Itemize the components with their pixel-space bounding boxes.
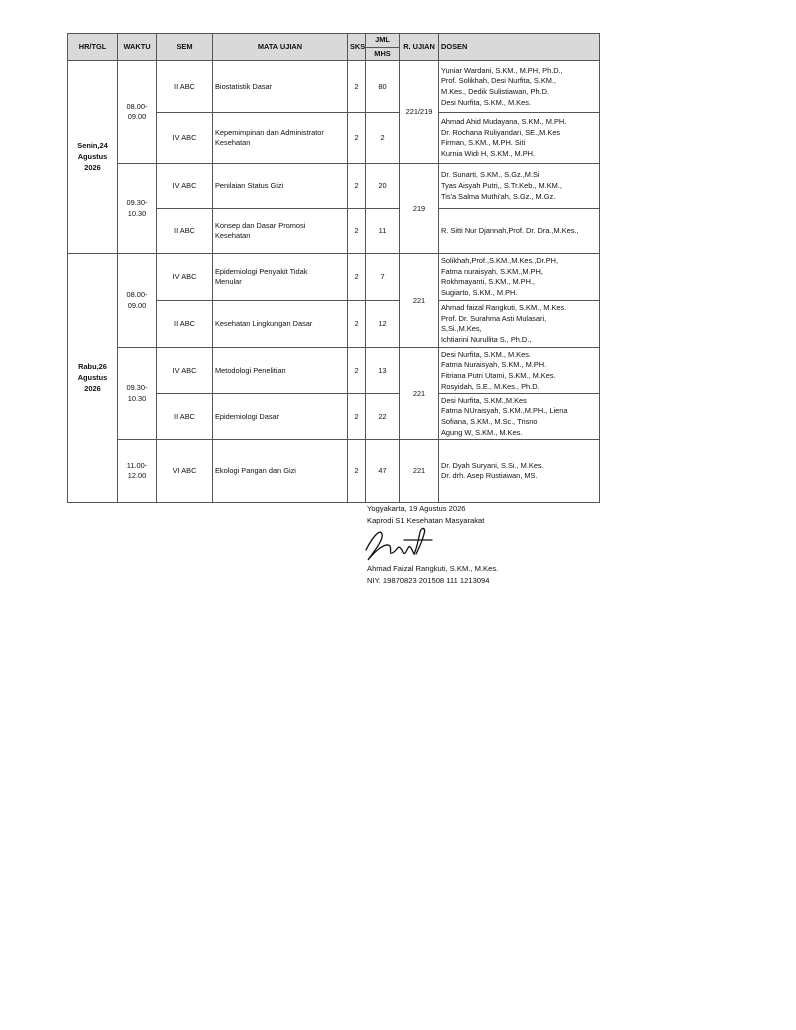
room-cell: 221/219 (400, 61, 439, 164)
sks-cell: 2 (348, 164, 366, 209)
subject-cell: Biostatistik Dasar (213, 61, 348, 113)
header-dosen: DOSEN (439, 34, 600, 61)
sks-cell: 2 (348, 61, 366, 113)
room-cell: 219 (400, 164, 439, 254)
sem-cell: II ABC (157, 394, 213, 440)
time-cell: 08.00- 09.00 (118, 61, 157, 164)
sem-cell: II ABC (157, 301, 213, 348)
time-cell: 08.00- 09.00 (118, 254, 157, 348)
time-cell: 11.00- 12.00 (118, 440, 157, 503)
lecturer-cell: Solikhah,Prof.,S.KM.,M.Kes.,Dr.PH, Fatma nuraisyah, S.KM.,M.PH, Rokhmayanti, S.KM., M.PH., Sugiarto, S.KM., M.PH. (439, 254, 600, 301)
sem-cell: IV ABC (157, 254, 213, 301)
mhs-cell: 11 (366, 209, 400, 254)
signatory-role: Kaprodi S1 Kesehatan Masyarakat (367, 516, 485, 525)
header-waktu: WAKTU (118, 34, 157, 61)
sks-cell: 2 (348, 394, 366, 440)
sem-cell: IV ABC (157, 164, 213, 209)
subject-cell: Epidemiologi Penyakit Tidak Menular (213, 254, 348, 301)
table-row (68, 440, 600, 503)
lecturer-cell: Ahmad faizal Rangkuti, S.KM., M.Kes. Prof. Dr. Surahma Asti Mulasari, S,Si.,M.Kes, Ichtiarini Nurullita S., Ph.D., (439, 301, 600, 348)
table-row (68, 348, 600, 394)
subject-cell: Konsep dan Dasar Promosi Kesehatan (213, 209, 348, 254)
mhs-cell: 80 (366, 61, 400, 113)
header-sem: SEM (157, 34, 213, 61)
room-cell: 221 (400, 440, 439, 503)
time-cell: 09.30- 10.30 (118, 164, 157, 254)
sks-cell: 2 (348, 254, 366, 301)
header-sks: SKS (348, 34, 366, 61)
header-hr-tgl: HR/TGL (68, 34, 118, 61)
header-mhs: MHS (366, 47, 400, 61)
table-row (68, 164, 600, 209)
sks-cell: 2 (348, 348, 366, 394)
mhs-cell: 12 (366, 301, 400, 348)
sks-cell: 2 (348, 209, 366, 254)
day-cell: Rabu,26 Agustus 2026 (68, 254, 118, 503)
sem-cell: II ABC (157, 61, 213, 113)
mhs-cell: 2 (366, 113, 400, 164)
sem-cell: II ABC (157, 209, 213, 254)
signatory-niy: NIY. 19870823 201508 111 1213094 (367, 576, 490, 585)
subject-cell: Ekologi Pangan dan Gizi (213, 440, 348, 503)
signature-block (367, 503, 498, 587)
mhs-cell: 7 (366, 254, 400, 301)
day-cell: Senin,24 Agustus 2026 (68, 61, 118, 254)
subject-cell: Kepemimpinan dan Administrator Kesehatan (213, 113, 348, 164)
table-row (68, 61, 600, 113)
mhs-cell: 22 (366, 394, 400, 440)
table-row (68, 254, 600, 301)
place-date: Yogyakarta, 19 Agustus 2026 (367, 504, 466, 513)
sem-cell: IV ABC (157, 113, 213, 164)
lecturer-cell: Desi Nurfita, S.KM.,M.Kes Fatma NUraisyah, S.KM.,M.PH., Liena Sofiana, S.KM., M.Sc., Trisno Agung W, S.KM., M.Kes. (439, 394, 600, 440)
lecturer-cell: Ahmad Ahid Mudayana, S.KM., M.PH. Dr. Rochana Ruliyandari, SE.,M.Kes Firman, S.KM., M.PH. Siti Kurnia Widi H, S.KM., M.PH. (439, 113, 600, 164)
lecturer-cell: Dr. Dyah Suryani, S.Si., M.Kes. Dr. drh. Asep Rustiawan, MS. (439, 440, 600, 503)
header-r-ujian: R. UJIAN (400, 34, 439, 61)
mhs-cell: 20 (366, 164, 400, 209)
sem-cell: IV ABC (157, 348, 213, 394)
mhs-cell: 13 (366, 348, 400, 394)
subject-cell: Metodologi Penelitian (213, 348, 348, 394)
signatory-name: Ahmad Faizal Rangkuti, S.KM., M.Kes. (367, 564, 499, 573)
exam-schedule-table (67, 33, 600, 503)
lecturer-cell: Desi Nurfita, S.KM., M.Kes. Fatma Nuraisyah, S.KM., M.PH. Fitriana Putri Utami, S.KM., M.Kes. Rosyidah, S.E., M.Kes., Ph.D. (439, 348, 600, 394)
lecturer-cell: R. Sitti Nur Djannah,Prof. Dr. Dra.,M.Kes., (439, 209, 600, 254)
header-jml: JML (366, 34, 400, 48)
sks-cell: 2 (348, 440, 366, 503)
lecturer-cell: Dr. Sunarti, S.KM., S.Gz.,M.Si Tyas Aisyah Putri,, S.Tr.Keb., M.KM., Tis'a Salma Muthi'ah, S.Gz., M.Gz. (439, 164, 600, 209)
room-cell: 221 (400, 254, 439, 348)
sem-cell: VI ABC (157, 440, 213, 503)
sks-cell: 2 (348, 113, 366, 164)
subject-cell: Penilaian Status Gizi (213, 164, 348, 209)
header-mata-ujian: MATA UJIAN (213, 34, 348, 61)
lecturer-cell: Yuniar Wardani, S.KM., M.PH, Ph.D., Prof. Solikhah, Desi Nurfita, S.KM., M.Kes., Dedik Sulistiawan, Ph.D. Desi Nurfita, S.KM., M.Kes. (439, 61, 600, 113)
time-cell: 09.30- 10.30 (118, 348, 157, 440)
subject-cell: Kesehatan Lingkungan Dasar (213, 301, 348, 348)
subject-cell: Epidemiologi Dasar (213, 394, 348, 440)
mhs-cell: 47 (366, 440, 400, 503)
sks-cell: 2 (348, 301, 366, 348)
room-cell: 221 (400, 348, 439, 440)
